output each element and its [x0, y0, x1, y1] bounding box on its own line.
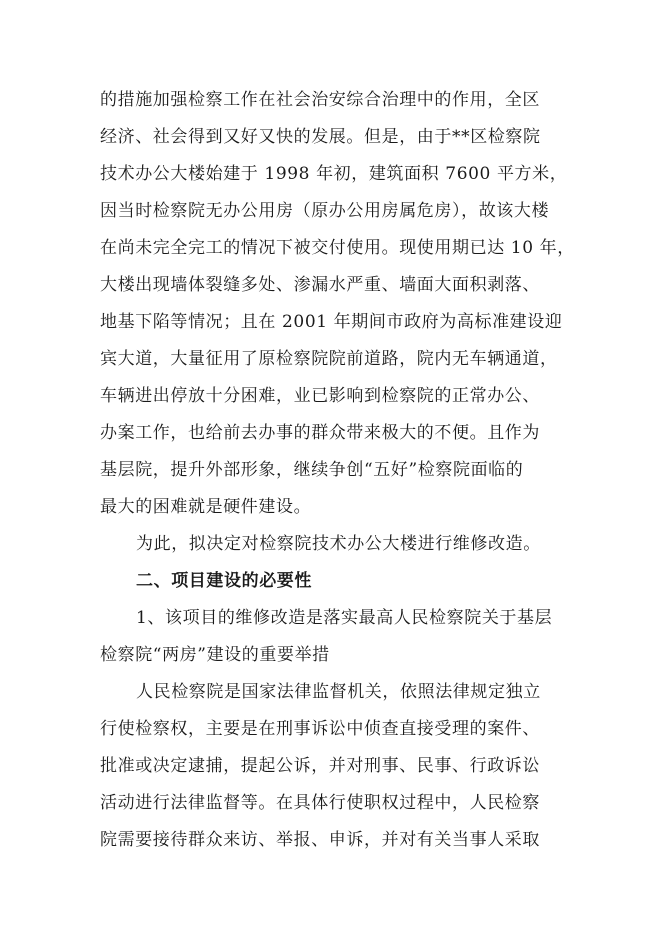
paragraph-line: 批准或决定逮捕，提起公诉，并对刑事、民事、行政诉讼 [100, 756, 540, 776]
paragraph-line: 在尚未完全完工的情况下被交付使用。现使用期已达 10 年， [100, 238, 575, 258]
subsection-heading-continued: 检察院“两房”建设的重要举措 [100, 645, 330, 665]
paragraph-line: 行使检察权，主要是在刑事诉讼中侦查直接受理的案件、 [100, 719, 540, 739]
paragraph-line: 经济、社会得到又好又快的发展。但是，由于**区检察院 [100, 127, 541, 147]
paragraph-line: 为此，拟决定对检察院技术办公大楼进行维修改造。 [136, 534, 541, 554]
paragraph-line: 技术办公大楼始建于 1998 年初，建筑面积 7600 平方米， [100, 164, 568, 184]
paragraph-line: 人民检察院是国家法律监督机关，依照法律规定独立 [136, 682, 541, 702]
paragraph-line: 办案工作，也给前去办事的群众带来极大的不便。且作为 [100, 423, 540, 443]
paragraph-line: 因当时检察院无办公用房（原办公用房属危房），故该大楼 [100, 201, 550, 221]
paragraph-line: 地基下陷等情况；且在 2001 年期间市政府为高标准建设迎 [100, 312, 563, 332]
paragraph-line: 车辆进出停放十分困难，业已影响到检察院的正常办公、 [100, 386, 540, 406]
paragraph-line: 大楼出现墙体裂缝多处、渗漏水严重、墙面大面积剥落、 [100, 275, 540, 295]
paragraph-line: 基层院，提升外部形象，继续争创“五好”检察院面临的 [100, 460, 524, 480]
subsection-heading: 1、该项目的维修改造是落实最高人民检察院关于基层 [136, 608, 553, 628]
paragraph-line: 宾大道，大量征用了原检察院院前道路，院内无车辆通道， [100, 349, 558, 369]
paragraph-line: 院需要接待群众来访、举报、申诉，并对有关当事人采取 [100, 830, 540, 850]
section-heading: 二、项目建设的必要性 [136, 571, 312, 591]
paragraph-line: 的措施加强检察工作在社会治安综合治理中的作用，全区 [100, 90, 540, 110]
paragraph-line: 最大的困难就是硬件建设。 [100, 497, 312, 517]
paragraph-line: 活动进行法律监督等。在具体行使职权过程中，人民检察 [100, 793, 540, 813]
